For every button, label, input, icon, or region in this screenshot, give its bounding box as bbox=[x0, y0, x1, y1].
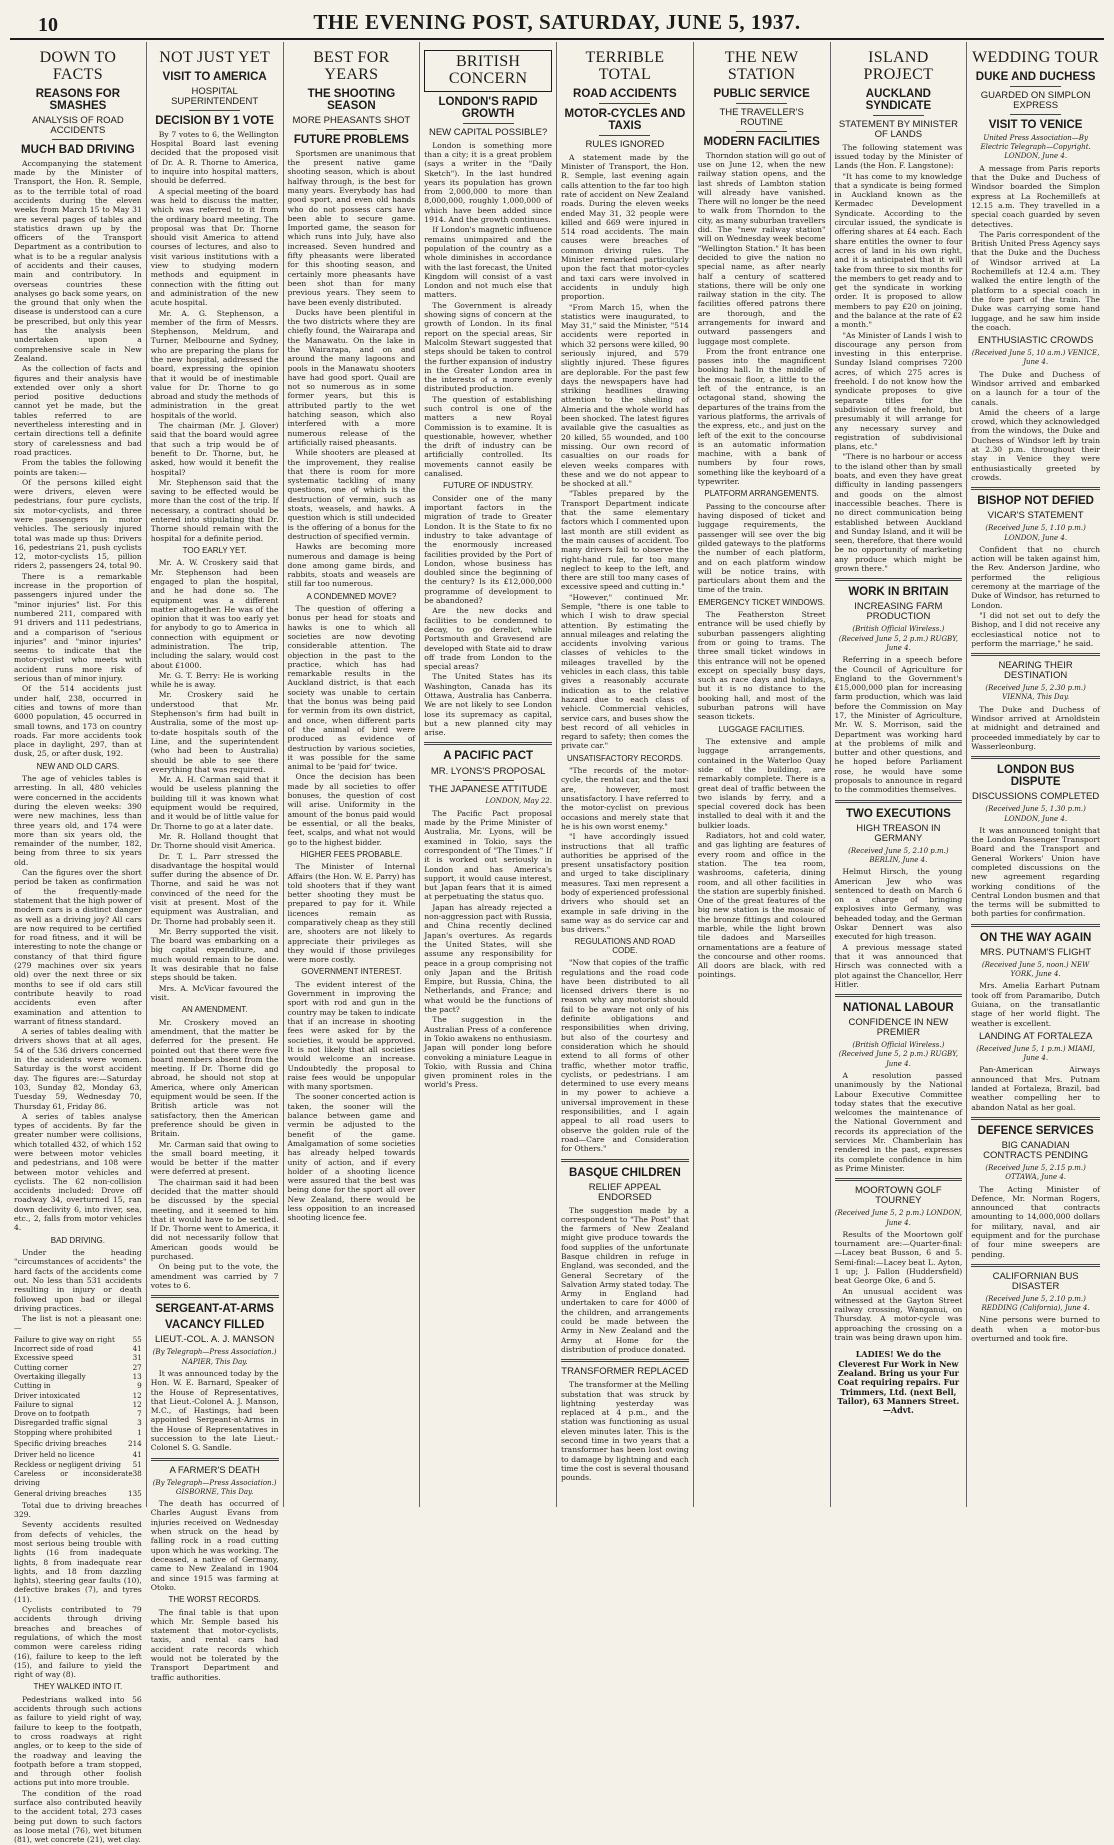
article-paragraph: A previous message stated that it was announced that Hirsch was connected with a plot against the Chancellor, Herr Hitler. bbox=[834, 942, 963, 989]
subheadline: BAD DRIVING. bbox=[50, 1235, 105, 1245]
divider bbox=[736, 131, 787, 132]
subheadline: LANDING AT FORTALEZA bbox=[978, 1030, 1093, 1042]
article-divider bbox=[561, 1359, 689, 1362]
table-row bbox=[14, 1391, 142, 1400]
article-paragraph: "As Minister of Lands I wish to discourage any person from investing in this enterprise. Sunday Island comprises 7200 acres, of which 275 acres is freehold. I do not know how the syndicate proposes to give separate titles for the subdivision of the freehold, but presumably it will arrange for any necessary survey and registration of subdivisional plans, etc." bbox=[834, 330, 963, 452]
article-paragraph: The Duke and Duchess of Windsor arrived and embarked on a launch for a tour of the canals. bbox=[971, 369, 1100, 407]
divider bbox=[599, 135, 650, 136]
article-paragraph: Dr. T. L. Parr stressed the disadvantage the hospital would suffer during the absence of Dr. Thorne, and said he was not convinced of the need for the visit at present. Most of the equipment was Australian, and Dr. Thorne had probably seen it. bbox=[150, 851, 279, 926]
table-value: 214 bbox=[128, 1438, 142, 1448]
masthead bbox=[10, 6, 1104, 40]
subheadline: TRANSFORMER REPLACED bbox=[561, 1366, 689, 1378]
subheadline: WORK IN BRITAIN bbox=[848, 586, 949, 599]
article-paragraph: Confident that no church action will be taken against him, the Rev. Anderson Jardine, who performed the religious ceremony at the marriage of the Duke of Windsor, has returned to London. bbox=[971, 544, 1100, 610]
stats-table bbox=[14, 1439, 142, 1448]
article-paragraph: Seventy accidents resulted from defects of vehicles, the most serious being trouble with lights (16 from inadequate lights, 8 from inadequate rear lights, and 18 from dazzling lights), steering gear faults (10), defective brakes (7), and tyres (11). bbox=[14, 1520, 142, 1604]
headline: NOT JUST YET bbox=[159, 49, 271, 66]
divider bbox=[1010, 114, 1062, 115]
article-paragraph: Mr. Croskery said he understood that Mr. Stephenson's firm had built in Australia, some of the most up-to-date hospitals south of the Line, and the superintendent (who had been to Australia) should be able to see there everything that was required. bbox=[150, 690, 279, 774]
subheadline: HOSPITAL SUPERINTENDENT bbox=[171, 85, 259, 107]
article-divider bbox=[835, 994, 963, 997]
table-row bbox=[14, 1363, 142, 1372]
dateline: (British Official Wireless.) (Received June 5, 2 p.m.) RUGBY, June 4. bbox=[838, 1041, 959, 1068]
subheadline: VISIT TO AMERICA bbox=[162, 70, 267, 83]
table-row bbox=[14, 1409, 142, 1418]
subheadline: BASQUE CHILDREN bbox=[568, 1166, 681, 1179]
subheadline: SERGEANT-AT-ARMS bbox=[155, 1303, 274, 1316]
subheadline: MR. LYONS'S PROPOSAL bbox=[430, 765, 546, 777]
column-3 bbox=[284, 42, 421, 1507]
article-paragraph: A message from Paris reports that the Duke and Duchess of Windsor boarded the Simplon express at La Rochemillefs at 12.15 a.m. They travelled in a special coach guarded by seven detectives. bbox=[971, 163, 1100, 229]
subheadline: A PACIFIC PACT bbox=[443, 750, 534, 763]
article-divider bbox=[971, 653, 1100, 656]
divider bbox=[463, 780, 514, 781]
article-columns bbox=[10, 42, 1104, 1845]
article-paragraph: The final table is that upon which Mr. Semple based his statement that motor-cyclists, taxis, and rental cars had accident rate records which would not be tolerated by the Transport Department and traffic authorities. bbox=[150, 1607, 279, 1682]
subheadline: VACANCY FILLED bbox=[165, 1319, 265, 1332]
article-paragraph: Mr. A. W. Croskery said that Mr. Stephenson had been engaged to plan the hospital, and he had done so. The equipment was a different matter altogether. He was of the opinion that it was too early yet for anybody to go to America in connection with equipment or administration. The trip, including the salary, would cost about £1000. bbox=[150, 558, 279, 670]
subheadline: PLATFORM ARRANGEMENTS. bbox=[704, 489, 819, 499]
subheadline: DUKE AND DUCHESS bbox=[975, 70, 1096, 83]
article-paragraph: Nine persons were burned to death when a motor-bus overturned and took fire. bbox=[971, 1315, 1100, 1344]
subheadline: MUCH BAD DRIVING bbox=[21, 143, 135, 156]
column-6 bbox=[694, 42, 831, 1507]
subheadline: FUTURE OF INDUSTRY. bbox=[443, 481, 534, 491]
subheadline: AUCKLAND SYNDICATE bbox=[865, 87, 932, 112]
headline: THE NEW STATION bbox=[724, 49, 799, 83]
column-1 bbox=[10, 42, 147, 1845]
dateline: (Received June 5, 2 p.m.) LONDON, June 4. bbox=[834, 1209, 963, 1227]
divider bbox=[326, 129, 377, 130]
article-paragraph: "Tables prepared by the Transport Department indicate that the same elementary factors which I commented upon last month are still evident as the main causes of accident. Too many drivers fail to observe the right-hand rule, far too many neglect to keep to the left, and there are still too many cases of excessive speed and cutting in." bbox=[561, 489, 689, 592]
divider bbox=[599, 103, 650, 104]
subheadline: THE JAPANESE ATTITUDE bbox=[428, 783, 548, 795]
subheadline: INCREASING FARM PRODUCTION bbox=[854, 601, 943, 623]
subheadline: ON THE WAY AGAIN bbox=[979, 931, 1092, 944]
article-paragraph: Of the 514 accidents just under half, 238, occurred in cities and towns of more than 6000 population, 45 occurred in small towns, and 173 on country roads. Far more accidents took place in daylight, 297, than at dusk, 25, or after dusk, 192. bbox=[14, 684, 142, 759]
article-paragraph: From the tables the following points are taken:— bbox=[14, 458, 142, 477]
table-value: 12 bbox=[132, 1390, 142, 1400]
article-paragraph: Hawks are becoming more numerous and damage is being done among game birds, and rabbits, stoats and weasels are still far too numerous. bbox=[287, 542, 416, 589]
article-paragraph: Cyclists contributed to 79 accidents through driving breaches and breaches of regulations, of which the most common were careless riding (16), failure to keep to the left (15), and failure to yield the right of way (8). bbox=[14, 1605, 142, 1680]
table-label: Drove on to footpath bbox=[14, 1409, 90, 1419]
table-row bbox=[14, 1450, 142, 1459]
article-divider bbox=[835, 578, 963, 581]
headline: BEST FOR YEARS bbox=[313, 49, 390, 83]
subheadline: MOORTOWN GOLF TOURNEY bbox=[855, 1185, 942, 1207]
table-value: 135 bbox=[128, 1489, 142, 1499]
subheadline: HIGHER FEES PROBABLE. bbox=[300, 849, 403, 859]
table-label: Reckless or negligent driving bbox=[14, 1459, 121, 1469]
subheadline: LONDON'S RAPID GROWTH bbox=[438, 95, 538, 120]
subheadline: TWO EXECUTIONS bbox=[845, 807, 951, 820]
subheadline: NATIONAL LABOUR bbox=[843, 1002, 954, 1015]
table-row bbox=[14, 1400, 142, 1409]
article-divider bbox=[835, 1178, 963, 1181]
table-value: 51 bbox=[132, 1459, 142, 1469]
column-5 bbox=[557, 42, 694, 1507]
article-paragraph: A statement made by the Minister of Transport, the Hon. R. Semple, last evening again calls attention to the far too high rate of accident on New Zealand roads. During the eleven weeks ended May 31, 32 people were killed and 669 were injured in 514 road accidents. The main causes were breaches of common driving rules. The Minister remarked particularly upon the fact that motor-cycles and taxi cars were involved in accidents in unduly high proportion. bbox=[561, 152, 689, 302]
article-paragraph: The following statement was issued today by the Minister of Lands (the Hon. F. Langstone): bbox=[834, 142, 963, 171]
subheadline: NEARING THEIR DESTINATION bbox=[998, 660, 1073, 682]
article-paragraph: Thorndon station will go out of use on June 12, when the new railway station opens, and the last shreds of Lambton station will already have vanished. There will no longer be the need to walk from Thorndon to the city, as many suburban travellers did. The "new railway station" will on Wednesday week become "Wellington Station." It has been decided to give the nation no special name, as after nearly half a century of scattered stations, there will be only one railway station in the city. The facilities offered patrons there are thorough, and the arrangements for inward and outward passengers and luggage most complete. bbox=[697, 150, 826, 346]
table-label: Careless or inconsiderate driving bbox=[14, 1468, 133, 1488]
subheadline: MORE PHEASANTS SHOT bbox=[292, 114, 411, 126]
article-paragraph: Mr. A. G. Stephenson, a member of the firm of Messrs. Stephenson, Meldrum, and Turner, Melbourne and Sydney, who are preparing the plans for the new hospital, addressed the board, expressing the opinion that it would be of inestimable value for Dr. Thorne to go abroad and study the methods of administration in the great hospitals of the world. bbox=[150, 308, 279, 420]
article-paragraph: Mr. Carman said that owing to the small board meeting, it would be better if the matter were deferred at present. bbox=[150, 1139, 279, 1177]
article-paragraph: The extensive and ample luggage arrangements, contained in the Waterloo Quay side of the building, are remarkably complete. There is a great deal of traffic between the two islands by ferry, and a special covered dock has been installed to deal with it and the bulkier loads. bbox=[697, 737, 826, 830]
article-paragraph: Mr. A. H. Carman said that it would be useless planning the building till it was known what equipment would be required, and it would be of little value for Dr. Thorne to go at a later date. bbox=[150, 775, 279, 831]
dateline: (Received June 5, 1 p.m.) MIAMI, June 4. bbox=[976, 1044, 1095, 1063]
dateline: (Received June 5, 2.10 p.m.) BERLIN, June 4. bbox=[848, 846, 949, 864]
article-paragraph: Are the new docks and facilities to be condemned to decay, to go derelict, while Portsmouth and Gravesend are developed with State aid to draw off trade from London to the special areas? bbox=[424, 606, 552, 672]
table-value: 9 bbox=[137, 1381, 142, 1391]
table-row bbox=[14, 1335, 142, 1344]
table-row bbox=[14, 1439, 142, 1448]
divider bbox=[463, 123, 514, 124]
article-paragraph: Under the heading "circumstances of accidents" the hard facts of the accidents come out. No less than 531 accidents resulting in injury or death followed upon bad or illegal driving practices. bbox=[14, 1248, 142, 1313]
article-paragraph: Total due to driving breaches 329. bbox=[14, 1500, 142, 1520]
table-label: Disregarded traffic signal bbox=[14, 1418, 108, 1428]
table-row bbox=[14, 1428, 142, 1437]
stats-table bbox=[14, 1489, 142, 1498]
stats-table bbox=[14, 1450, 142, 1487]
table-row bbox=[14, 1469, 142, 1488]
article-paragraph: Radiators, hot and cold water, and gas lighting are features of every room and office in the station. The tea room, washrooms, cafeteria, dining room, and all other facilities in the station are superbly finished. One of the great features of the big new station is the mosaic of the bronze fittings and coloured marble, while the light brown tile dadoes and Marseilles ornamentations are a feature of the concourse and other rooms. All doors are black, with red pointings. bbox=[697, 831, 826, 980]
article-paragraph: Pan-American Airways announced that Mrs. Putnam landed at Fortaleza, Brazil, bad weather compelling her to abandon Natal as her goal. bbox=[971, 1065, 1100, 1112]
article-paragraph: Once the decision has been made by all societies to offer bonuses, the question of cost will arise. Uniformity in the amount of the bonus paid would be essential, or all the beaks, feet, scalps, and what not would go to the highest bidder. bbox=[287, 772, 416, 847]
subheadline: NEW AND OLD CARS. bbox=[36, 761, 120, 771]
article-divider bbox=[971, 1117, 1100, 1120]
table-row bbox=[14, 1381, 142, 1390]
dateline: LONDON, May 22. bbox=[485, 797, 552, 806]
article-paragraph: "From March 15, when the statistics were inaugurated, to May 31," said the Minister, "514 accidents were reported in which 32 persons were killed, 90 seriously injured, and 579 slightly injured. These figures are deplorable. For the past few days the newspapers have had striking headlines drawing attention to the shelling of Almeria and the whole world has been shocked. The latest figures available give the casualties as 20 killed, 55 wounded, and 100 missing. Our own record of casualties on our roads for eleven weeks compares with these and we do not appear to be shocked at all." bbox=[561, 302, 689, 489]
column-2 bbox=[147, 42, 284, 1682]
table-label: Failure to signal bbox=[14, 1399, 74, 1409]
article-paragraph: Mrs. Amelia Earhart Putnam took off from Paramaribo, Dutch Guiana, on the transatlantic stage of her world flight. The weather is excellent. bbox=[971, 981, 1100, 1028]
article-divider bbox=[971, 1264, 1100, 1267]
subheadline: HIGH TREASON IN GERMANY bbox=[856, 822, 941, 844]
table-label: Driver held no licence bbox=[14, 1450, 95, 1460]
article-paragraph: The Paris correspondent of the British United Press Agency says that the Duke and the Duchess of Windsor arrived at La Rochemillefs at 12.4 a.m. They walked the entire length of the platform to a special coach in the fore part of the train. The Duke was carrying some hand luggage, and he saw him inside the coach. bbox=[971, 229, 1100, 332]
subheadline: ANALYSIS OF ROAD ACCIDENTS bbox=[32, 114, 124, 136]
table-label: Driver intoxicated bbox=[14, 1390, 81, 1400]
subheadline: DECISION BY 1 VOTE bbox=[155, 114, 274, 127]
article-paragraph: A series of tables dealing with drivers shows that at all ages, 54 of the 536 drivers concerned in the accidents were women. Saturday is the worst accident day. The figures are:—Saturday 103, Sunday 82, Monday 63, Tuesday 59, Wednesday 70, Thursday 61, Friday 86. bbox=[14, 1027, 142, 1111]
article-paragraph: The question of establishing such control is one of the matters a new Royal Commission is to examine. It is questionable, however, whether the drift of industry can be artificially controlled. Its movements cannot easily be canalised. bbox=[424, 394, 552, 479]
table-label: Incorrect side of road bbox=[14, 1344, 94, 1354]
dateline: (By Telegraph—Press Association.) GISBORNE, This Day. bbox=[152, 1478, 277, 1496]
article-paragraph: "It has come to my knowledge that a syndicate is being formed in Auckland known as the Kermadec Development Syndicate. According to the circular issued, the syndicate is offering shares at £4 each. Each share entitles the owner to four acres of land in his own right, and it is anticipated that it will take from three to six months for the members to get ready and to get the syndicate in working order. It is proposed to allow members to pay £20 on joining, and the balance at the rate of £2 a month." bbox=[834, 171, 963, 330]
article-paragraph: Pedestrians walked into 56 accidents through such actions as failure to yield right of way, failure to keep to the footpath, to cross roadways at right angles, or to keep to the side of the roadway and leaving the footpath before a tram stopped, and through other foolish actions put into more trouble. bbox=[14, 1694, 142, 1788]
article-divider bbox=[971, 487, 1100, 490]
article-divider bbox=[151, 1295, 279, 1298]
subheadline: TOO EARLY YET. bbox=[182, 545, 247, 555]
article-paragraph: A series of tables analyse types of accidents. By far the greater number were collisions, which totalled 432, of which 152 were between motor vehicles and pedestrians, and 108 were between motor vehicles and cyclists. The 62 non-collision accidents included: Drove off roadway 34, overturned 15, ran down declivity 6, into river, sea, etc., 2, falls from motor vehicles 4. bbox=[14, 1111, 142, 1233]
subheadline: ROAD ACCIDENTS bbox=[573, 87, 677, 100]
article-paragraph: An unusual accident was witnessed at the Gayton Street railway crossing, Wanganui, on Thursday. A motor-cycle was approaching the crossing on a train was being drawn upon him. bbox=[834, 1286, 963, 1343]
article-paragraph: Of the persons killed eight were drivers, eleven were pedestrians, four pure cyclists, six motor-cyclists, and three were passengers in motor vehicles. The seriously injured total was made up thus: Drivers 16, pedestrians 21, push cyclists 12, motor-cyclists 15, pillion riders 2, passengers 24, total 90. bbox=[14, 477, 142, 571]
subheadline: BIG CANADIAN CONTRACTS PENDING bbox=[983, 1140, 1089, 1161]
article-paragraph: By 7 votes to 6, the Wellington Hospital Board last evening decided that the proposed visit of Dr. A. R. Thorne to America, to inquire into hospital matters, should be deferred. bbox=[150, 129, 279, 186]
table-label: Cutting corner bbox=[14, 1362, 68, 1372]
article-divider bbox=[561, 1159, 689, 1162]
article-paragraph: There is a remarkable increase in the proportion of passengers injured under the "minor injuries" list. For this numbered 211, compared with 91 drivers and 111 pedestrians, and a comparison of "serious injuries" and "minor injuries" seems to indicate that the motor-cyclist who meets with accident runs more risk of serious than of minor injury. bbox=[14, 571, 142, 684]
subheadline: EMERGENCY TICKET WINDOWS. bbox=[698, 597, 825, 607]
article-paragraph: "There is no harbour or access to the island other than by small boats, and even they have great difficulty in landing passengers and goods on the almost inaccessible beaches. There is no direct communication being established between Auckland and Sunday Island, and it will be seen, therefore, that there would be no opportunity of marketing any produce which might be grown there." bbox=[834, 452, 963, 574]
article-paragraph: The suggestion made by a correspondent to "The Post" that the farmers of New Zealand might give produce towards the food supplies of the unfortunate Basque children in refuge in England, was seconded, and the General Secretary of the Salvation Army stated today. The Army in England had undertaken to care for 4000 of the children, and arrangements could be made between the Army in New Zealand and the Army at Home for the distribution of produce donated. bbox=[561, 1205, 689, 1354]
table-row bbox=[14, 1418, 142, 1427]
subheadline: NEW CAPITAL POSSIBLE? bbox=[428, 126, 548, 138]
article-paragraph: The transformer at the Melling substation that was struck by lightning yesterday was replaced at 4 p.m., and the station was functioning as usual eleven minutes later. This is the second time in two years that a transformer has been lost owing to damage by lightning and each time the cost is several thousand pounds. bbox=[561, 1380, 689, 1483]
subheadline: UNSATISFACTORY RECORDS. bbox=[566, 753, 683, 763]
subheadline: BISHOP NOT DEFIED bbox=[977, 495, 1094, 508]
newspaper-title: THE EVENING POST, SATURDAY, JUNE 5, 1937. bbox=[313, 9, 801, 34]
article-paragraph: A resolution passed unanimously by the National Labour Executive Committee today states that the executive welcomes the maintenance of the National Government and records its appreciation of the services Mr. Chamberlain has rendered in the past, expresses its complete confidence in him as Prime Minister. bbox=[834, 1071, 963, 1173]
table-value: 38 bbox=[132, 1468, 142, 1478]
divider bbox=[736, 103, 787, 104]
dateline: United Press Association—By Electric Telegraph—Copyright. LONDON, June 4. bbox=[980, 133, 1091, 161]
article-paragraph: Passing to the concourse after having disposed of ticket and luggage requirements, the passenger will see over the big gilded gateways to the platforms the number of each platform, and on each platform window will be notice trains, with particulars about them and the time of the train. bbox=[697, 501, 826, 595]
article-paragraph: "The records of the motor-cycle, the rental car, and the taxi are, however, most unsatisfactory. I have referred to the motor-cyclist on previous occasions and merely state that he is his own worst enemy." bbox=[561, 766, 689, 831]
article-paragraph: A special meeting of the board was held to discuss the matter, which was referred to it from the ordinary board meeting. The proposal was that Dr. Thorne should visit America to attend courses of lectures, and also to visit various institutions with a view to studying modern methods and equipment in connection with the fitting out and administration of the new acute hospital. bbox=[150, 186, 279, 308]
table-value: 31 bbox=[132, 1353, 142, 1363]
article-paragraph: The death has occurred of Charles August Evans from injuries received on Wednesday when struck on the head by falling rock in a road cutting upon which he was working. The deceased, a native of Germany, came to New Zealand in 1904 and since 1915 was farming at Otoko. bbox=[150, 1499, 279, 1592]
article-paragraph: It was announced today by the Hon. W. E. Barnard, Speaker of the House of Representatives, that Lieut.-Colonel A. J. Manson, M.C., of Hastings, had been appointed Sergeant-at-Arms in the House of Representatives in succession to the late Lieut.-Colonel S. G. Sandle. bbox=[150, 1368, 279, 1453]
subheadline: DISCUSSIONS COMPLETED bbox=[972, 791, 1100, 803]
table-row bbox=[14, 1344, 142, 1353]
subheadline: VICAR'S STATEMENT bbox=[987, 510, 1084, 522]
dateline: (Received June 5, 2.10 p.m.) REDDING (California), June 4. bbox=[981, 1294, 1090, 1313]
subheadline: RULES IGNORED bbox=[585, 138, 665, 150]
article-paragraph: "However," continued Mr. Semple, "there is one table to which I wish to draw special attention. By estimating the annual mileages and relating the accidents involving various classes of vehicles to the mileages travelled by the vehicles in each class, this table gives a reasonably accurate indication as to the relative hazard due to each class of vehicle. Commercial vehicles, service cars, and buses show the best record of all vehicles in regard to safety; then comes the private car." bbox=[561, 592, 689, 751]
subheadline: AN AMENDMENT. bbox=[181, 1005, 248, 1015]
article-paragraph: On being put to the vote, the amendment was carried by 7 votes to 6. bbox=[150, 1262, 279, 1290]
column-4 bbox=[420, 42, 557, 1507]
headline: DOWN TO FACTS bbox=[39, 49, 117, 83]
subheadline: VISIT TO VENICE bbox=[988, 118, 1083, 131]
headline: BRITISH CONCERN bbox=[424, 50, 552, 92]
divider bbox=[52, 139, 103, 140]
article-paragraph: Can the figures over the short period be taken as confirmation of the frequently-made statement that the high power of modern cars is a distinct danger as well as a driving joy? All cars are now required to be certified for road fitness, and it will be interesting to note the change or constancy of that third figure (279 machines over six years old) over the next three or six months to see if old cars still contribute heavily to road accidents even after examination and attention to warrant of fitness standard. bbox=[14, 868, 142, 1026]
subheadline: ENTHUSIASTIC CROWDS bbox=[977, 335, 1094, 347]
subheadline: A FARMER'S DEATH bbox=[169, 1464, 260, 1476]
table-value: 27 bbox=[132, 1362, 142, 1372]
subheadline: THE TRAVELLER'S ROUTINE bbox=[719, 106, 804, 128]
dateline: (Received June 5, 1.10 p.m.) LONDON, June 4. bbox=[985, 524, 1086, 542]
article-paragraph: Mr. G. T. Berry: He is working while he is away. bbox=[150, 670, 279, 690]
dateline: (Received June 5, 1.30 p.m.) LONDON, June 4. bbox=[985, 805, 1086, 823]
article-paragraph: The chairman said it had been decided that the matter should be discussed by the special meeting, and it seemed to him that it would have to be settled. If Dr. Thorne went to America, it did not necessarily follow that American goods would be purchased. bbox=[150, 1177, 279, 1262]
table-row bbox=[14, 1372, 142, 1381]
table-label: Overtaking illegally bbox=[14, 1371, 86, 1381]
article-paragraph: Japan has already rejected a non-aggression pact with Russia, and China recently declined Japan's overtures. As regards the United States, will she assume any responsibility for peace in a group comprising not only Japan and the British Empire, but Russia, China, the Netherlands, and France; and what would be the functions of the pact? bbox=[424, 902, 552, 1015]
article-paragraph: The list is not a pleasant one:— bbox=[14, 1314, 142, 1333]
subheadline: THEY WALKED INTO IT. bbox=[33, 1682, 123, 1692]
subheadline: A CONDEMNED MOVE? bbox=[306, 591, 397, 601]
article-paragraph: From the front entrance one passes into the magnificent booking hall. In the middle of the mosaic floor, a little to the left of the entrance, is an octagonal stand, showing the departures of the trains from the various platforms, the arrivals of the express, etc., and just on the left of the exit to the concourse is an automatic information machine, with a bank of numbers by four rows, something like the keyboard of a typewriter. bbox=[697, 346, 826, 487]
article-paragraph: Consider one of the many important factors in the migration of trade to Greater London. It is the State to fix no industry to take advantage of the enormously increased facilities provided by the Port of London, whose business has doubled since the beginning of the century? Is its £12,000,000 programme of development to be abandoned? bbox=[424, 493, 552, 606]
article-paragraph: Ducks have been plentiful in the two districts where they are chiefly found, the Wairarapa and the Manawatu. On the lake in the Wairarapa, and on and around the many lagoons and pools in the Manawatu shooters have had good sport. Quail are not so numerous as in some former years, but this is attributed partly to the wet hatching season, which also interfered with a more numerous release of the artificially raised pheasants. bbox=[287, 307, 416, 447]
subheadline: GUARDED ON SIMPLON EXPRESS bbox=[980, 89, 1091, 111]
subheadline: REGULATIONS AND ROAD CODE. bbox=[574, 937, 676, 955]
table-value: 55 bbox=[132, 1334, 142, 1344]
dateline: (Received June 5, 2.15 p.m.) OTTAWA, June 4. bbox=[985, 1163, 1086, 1182]
subheadline: MOTOR-CYCLES AND TAXIS bbox=[564, 107, 686, 132]
article-paragraph: Accompanying the statement made by the Minister of Transport, the Hon. R. Semple, as to the terrible total of road accidents during the eleven weeks from March 15 to May 31 are several pages of tables and statistics drawn up by the officers of the Transport Department as a contribution to what is to be a regular analysis of accidents and their causes, main and contributory. In overseas countries these analyses go back some years, on the ground that only when the disease is understood can a cure be prescribed, but only this year has the analysis been undertaken upon a comprehensive scale in New Zealand. bbox=[14, 158, 142, 363]
table-label: Excessive speed bbox=[14, 1353, 74, 1363]
divider bbox=[189, 110, 240, 111]
advertisement: LADIES! We do the Cleverest Fur Work in New Zealand. Bring us your Fur Coat requiring repairs. Fur Trimmers, Ltd. (next Bell, Tailor), 63 Manners Street.—Advt. bbox=[837, 1349, 960, 1416]
subheadline: FUTURE PROBLEMS bbox=[293, 133, 409, 146]
article-divider bbox=[971, 924, 1100, 927]
article-divider bbox=[151, 1458, 279, 1461]
subheadline: RELIEF APPEAL ENDORSED bbox=[588, 1181, 662, 1203]
headline: TERRIBLE TOTAL bbox=[585, 49, 665, 83]
article-paragraph: The chairman (Mr. J. Glover) said that the board would agree that such a trip would be of benefit to Dr. Thorne, but, he asked, how would it benefit the hospital? bbox=[150, 421, 279, 477]
subheadline: LONDON BUS DISPUTE bbox=[996, 764, 1075, 789]
article-paragraph: The United States has its Washington, Canada has its Ottawa, Australia has Canberra. We are not likely to see London lose its supremacy as capital, but a new planned city may arise. bbox=[424, 672, 552, 738]
subheadline: MODERN FACILITIES bbox=[703, 135, 820, 148]
table-value: 12 bbox=[132, 1399, 142, 1409]
article-paragraph: As the collection of facts and figures and their analysis have extended over only a short period positive deductions cannot yet be made, but the tables referred to are nevertheless interesting and in certain directions tell a definite story of carelessness and bad road practices. bbox=[14, 364, 142, 457]
headline: ISLAND PROJECT bbox=[863, 49, 934, 83]
subheadline: LUGGAGE FACILITIES. bbox=[718, 724, 805, 734]
subheadline: PUBLIC SERVICE bbox=[713, 87, 810, 100]
article-paragraph: It was announced tonight that the London Passenger Transport Board and the Transport and General Workers' Union have completed discussions on the new agreement regarding working conditions of the Central London busmen and that the terms will be submitted to both parties for confirmation. bbox=[971, 825, 1100, 919]
table-value: 3 bbox=[137, 1418, 142, 1428]
article-paragraph: The age of vehicles tables is arresting. In all, 480 vehicles were concerned in the accidents during the eleven weeks: 390 were new machines, less than three years old, and 174 were more than six years old, the remainder of the number, 182, being from three to six years old. bbox=[14, 774, 142, 867]
article-paragraph: Mr. Berry supported the visit. The board was embarking on a big capital expenditure, and much would remain to be done. It was desirable that no false steps should be taken. bbox=[150, 926, 279, 983]
stats-table bbox=[14, 1335, 142, 1437]
divider bbox=[873, 115, 924, 116]
subheadline: LIEUT.-COL. A. J. MANSON bbox=[154, 1334, 275, 1346]
article-paragraph: The sooner concerted action is taken, the sooner will the balance between game and vermin be adjusted to the benefit of the game. Amalgamation of some societies has already helped towards unity of action, and if every holder of a shooting licence were assured that the best was being done for the sport all over New Zealand, there would be less opposition to an increased shooting licence fee. bbox=[287, 1092, 416, 1223]
table-label: Failure to give way on right bbox=[14, 1334, 115, 1344]
column-7 bbox=[831, 42, 968, 1507]
table-value: 41 bbox=[132, 1344, 142, 1354]
article-paragraph: Mrs. A. McVicar favoured the visit. bbox=[150, 983, 279, 1002]
article-paragraph: Mr. Croskery moved an amendment, that the matter be deferred for the present. He pointed out that there were five board members absent from the meeting. If Dr. Thorne did go abroad, he should not stop at America, where only American equipment would be seen. If the British article was not satisfactory, then the American preference should be given in Britain. bbox=[150, 1017, 279, 1139]
article-paragraph: The Duke and Duchess of Windsor arrived at Arnoldstein at midnight and detrained and proceeded immediately by car to Wasserleonburg. bbox=[971, 704, 1100, 751]
page-number: 10 bbox=[38, 14, 58, 36]
table-label: Specific driving breaches bbox=[14, 1438, 107, 1448]
dateline: (British Official Wireless.) (Received June 5, 2 p.m.) RUGBY, June 4. bbox=[838, 625, 959, 652]
subheadline: CALIFORNIAN BUS DISASTER bbox=[992, 1270, 1079, 1292]
article-paragraph: Referring in a speech before the Council of Agriculture for England to the Government's £15,000,000 plan for increasing farm production, which was laid before the Commission on May 17, the Minister of Agriculture, Mr. W. S. Morrison, said the Department was working hard at the problems of milk and butter and other questions, and he hoped before Parliament rose, he would have some proposals to announce in regard to the commodities themselves. bbox=[834, 655, 963, 795]
article-divider bbox=[424, 742, 552, 745]
dateline: (Received June 5, 2.30 p.m.) VIENNA, This Day. bbox=[985, 684, 1086, 702]
subheadline: DEFENCE SERVICES bbox=[977, 1124, 1094, 1137]
article-paragraph: Sportsmen are unanimous that the present native game shooting season, which is about halfway through, is the best for many years. Everybody has had good sport, and even old hands who do not possess cars have been able to secure game. Imported game, the season for which runs into July, have also increased. Seven hundred and fifty pheasants were liberated for this shooting season, and certainly more pheasants have been shot than for many previous years. They seem to have been evenly distributed. bbox=[287, 148, 416, 307]
headline: WEDDING TOUR bbox=[972, 49, 1100, 66]
article-paragraph: "I have accordingly issued instructions that all traffic authorities be apprised of the present unsatisfactory position and urged to take disciplinary measures. Taxi men represent a body of experienced professional drivers who should set an example in safe driving in the same way as do service car and bus drivers." bbox=[561, 832, 689, 935]
article-paragraph: London is something more than a city; it is a great problem (says a writer in the "Daily Sketch"). In the last hundred years its population has grown from 2,000,000 to more than 8,000,000, roughly 1,000,000 of which have been added since 1914. And the growth continues. bbox=[424, 140, 552, 225]
table-value: 1 bbox=[137, 1427, 142, 1437]
subheadline: THE WORST RECORDS. bbox=[168, 1595, 261, 1605]
article-paragraph: Amid the cheers of a large crowd, which they acknowledged from the windows, the Duke and Duchess of Windsor left by train at 2.30 p.m. throughout their stay in Venice they were enthusiastically greeted by crowds. bbox=[971, 407, 1100, 482]
article-paragraph: The Featherston Street entrance will be used chiefly by suburban passengers alighting from or going to trams. The three small ticket windows in this entrance will not be opened except on specially busy days, such as race days and holidays, but it is no distance to the booking hall, and most of the suburban patrons will have season tickets. bbox=[697, 610, 826, 722]
subheadline: MRS. PUTNAM'S FLIGHT bbox=[980, 946, 1092, 958]
table-row bbox=[14, 1353, 142, 1362]
subheadline: CONFIDENCE IN NEW PREMIER bbox=[848, 1017, 949, 1039]
subheadline: THE SHOOTING SEASON bbox=[307, 87, 396, 112]
article-paragraph: "I did not set out to defy the Bishop, and I did not receive any ecclesiastical notice not to perform the marriage," he said. bbox=[971, 610, 1100, 648]
table-value: 41 bbox=[132, 1450, 142, 1460]
table-value: 7 bbox=[137, 1409, 142, 1419]
article-paragraph: The question of offering a bonus per head for stoats and hawks is one to which all societies are now devoting considerable attention. The objection in the past to the practice, which has had remarkable results in the Auckland district, is that each society was unable to certain that the bonus was being paid for vermin from its own district, and once, when different parts of the animal of bird were produced as evidence of destruction by various societies, it was possible for the same animal to be 'paid for' twice. bbox=[287, 604, 416, 772]
divider bbox=[1010, 86, 1062, 87]
article-paragraph: The condition of the road surface also contributed heavily to the accident total, 273 cases being put down to such factors as loose metal (76), wet bitumen (81), wet concrete (21), wet clay. bbox=[14, 1788, 142, 1845]
dateline: (Received June 5, 10 a.m.) VENICE, June 4. bbox=[971, 349, 1100, 367]
article-paragraph: If London's magnetic influence remains unimpaired and the population of the country as a whole diminishes in accordance with the last forecast, the United Kingdom will consist of a vast London and not much else that matters. bbox=[424, 225, 552, 300]
article-paragraph: Helmut Hirsch, the young American Jew who was sentenced to death on March 6 on a charge of bringing explosives into Germany, was beheaded today, and the German Oskar Dennert was also executed for high treason. bbox=[834, 867, 963, 942]
dateline: (By Telegraph—Press Association.) NAPIER, This Day. bbox=[152, 1348, 277, 1366]
subheadline: STATEMENT BY MINISTER OF LANDS bbox=[838, 118, 958, 140]
article-paragraph: The Pacific Pact proposal made by the Prime Minister of Australia, Mr. Lyons, will be examined in Tokio, says the correspondent of "The Times." If it is worked out seriously in London and has America's support, it would cause interest, but Japan fears that it is aimed at perpetuating the status quo. bbox=[424, 808, 552, 902]
article-paragraph: The evident interest of the Government in improving the sport with rod and gun in the country may be taken to indicate that if an increase in shooting fees were asked for by the societies, it would be approved. It is not likely that all societies would welcome an increase. Undoubtedly the proposal to raise fees would be unpopular with many sportsmen. bbox=[287, 979, 416, 1092]
article-paragraph: The Acting Minister of Defence, Mr. Norman Rogers, announced that contracts amounting to 14,000,000 dollars for military, naval, and air equipment and for the purchase of four mine sweepers are pending. bbox=[971, 1184, 1100, 1259]
subheadline: GOVERNMENT INTEREST. bbox=[301, 967, 402, 977]
article-divider bbox=[971, 756, 1100, 759]
article-paragraph: The Government is already showing signs of concern at the growth of London. In its final report on the special areas, Sir Malcolm Stewart suggested that steps should be taken to control the further expansion of industry in the Greater London area in the interests of a more evenly distributed production. bbox=[424, 300, 552, 394]
article-paragraph: While shooters are pleased at the improvement, they realise that there is room for more systematic tackling of many questions, one of which is the destruction of vermin, such as stoats, weasels, and hawks. A question which is still undecided is the offering of a bonus for the destruction of specified vermin. bbox=[287, 448, 416, 541]
column-8 bbox=[967, 42, 1104, 1507]
article-paragraph: The suggestion in the Australian Press of a conference in Tokio awakens no enthusiasm. Japan will ponder long before convoking a miniature League in Tokio, with Russia and China given prominent roles in the world's Press. bbox=[424, 1015, 552, 1090]
article-paragraph: Mr. Stephenson said that the saving to be effected would be more than the cost of the trip. If necessary, a contract should be entered into stipulating that Dr. Thorne should remain with the hospital for a definite period. bbox=[150, 477, 279, 543]
article-divider bbox=[835, 800, 963, 803]
article-paragraph: "Now that copies of the traffic regulations and the road code have been distributed to all licensed drivers there is no reason why any motorist should fail to be aware not only of his definite obligations and responsibilities when driving, but also of the courtesy and consideration which he should extend to all forms of other traffic, whether motor traffic, cyclists, or pedestrians. I am determined to use every means in my power to achieve a universal improvement in these responsibilities, and I again appeal to all road users to observe the golden rule of the road—Care and Consideration for Others." bbox=[561, 958, 689, 1154]
article-paragraph: Mr. R. Holland thought that Dr. Thorne should visit America. bbox=[150, 831, 279, 851]
table-label: Cutting in bbox=[14, 1381, 51, 1391]
table-label: General driving breaches bbox=[14, 1489, 107, 1499]
article-paragraph: Results of the Moortown golf tournament are:—Quarter-final:—Lacey beat Busson, 6 and 5. Semi-final:—Lacey beat L. Ayton, 1 up; J. Fallon (Huddersfield) beat George Oke, 6 and 5. bbox=[834, 1229, 963, 1286]
dateline: (Received June 5, noon.) NEW YORK, June 4. bbox=[981, 960, 1090, 979]
subheadline: REASONS FOR SMASHES bbox=[35, 87, 121, 112]
table-label: Stopping where prohibited bbox=[14, 1427, 113, 1437]
table-value: 13 bbox=[132, 1371, 142, 1381]
table-row bbox=[14, 1489, 142, 1498]
article-paragraph: The Minister of Internal Affairs (the Hon. W. E. Parry) has told shooters that if they want better shooting they must be prepared to pay for it. While licences remain as comparatively cheap as they still are, shooters are not likely to appreciate their privileges as they would if those privileges were more costly. bbox=[287, 862, 416, 965]
table-row bbox=[14, 1460, 142, 1469]
